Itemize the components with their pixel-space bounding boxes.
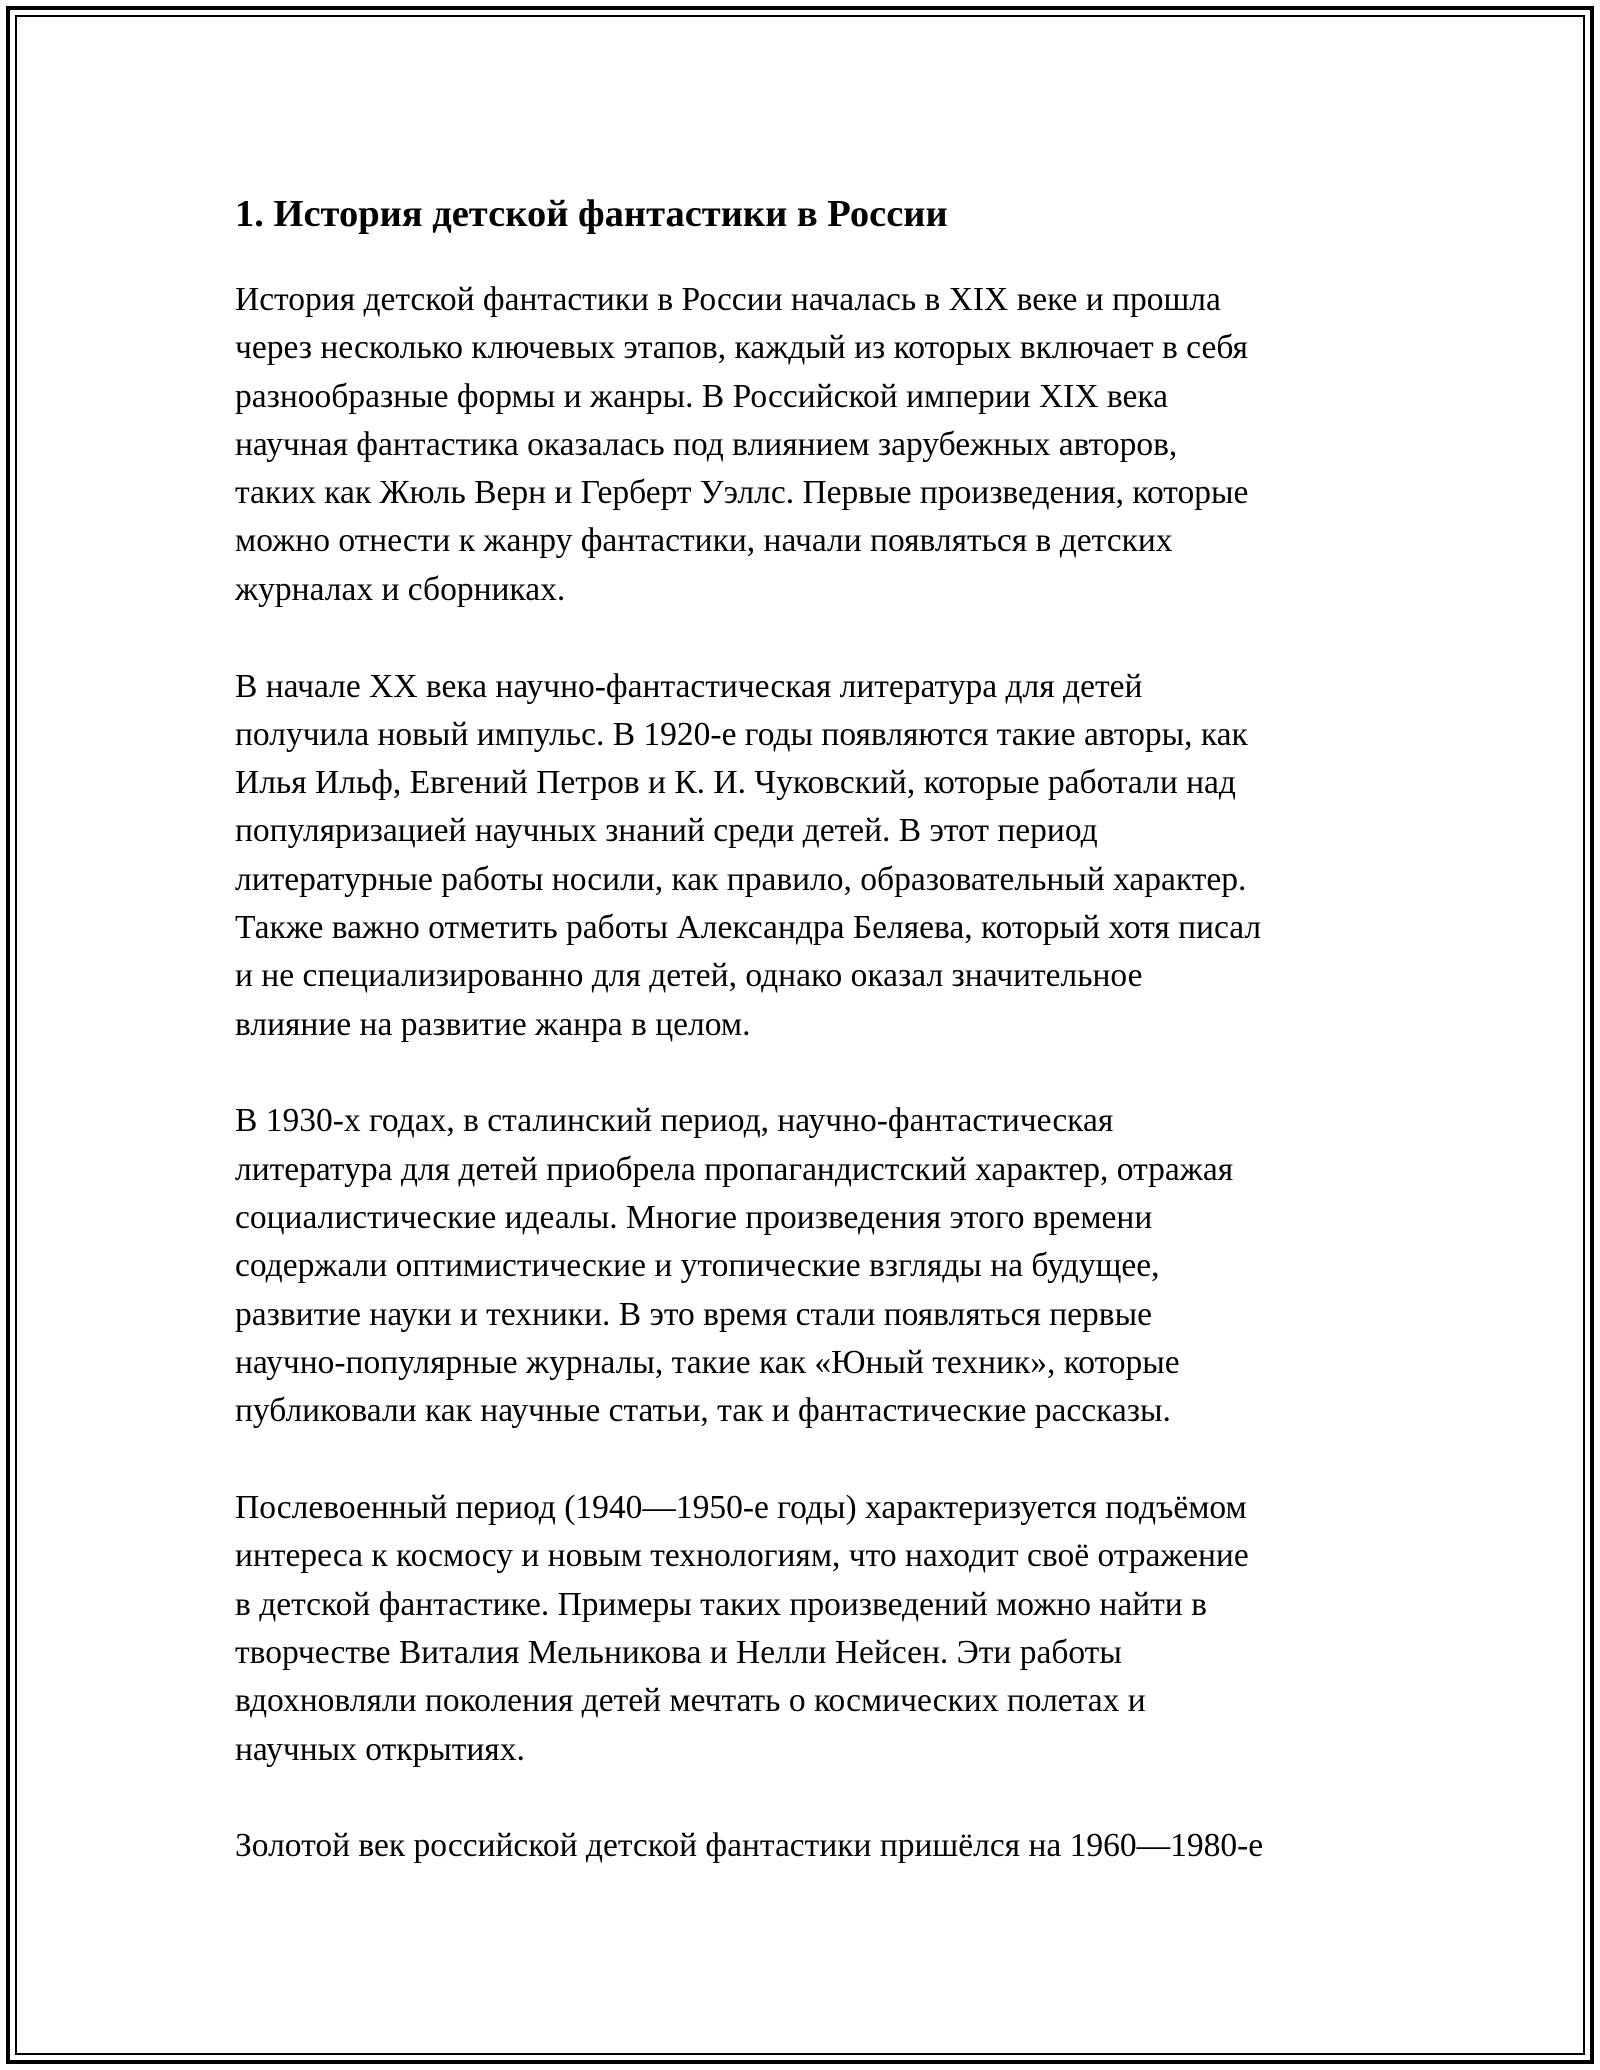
section-heading: 1. История детской фантастики в России: [235, 193, 948, 235]
paragraph-4: Послевоенный период (1940—1950-е годы) характеризуется подъёмом интереса к космосу и новым технологиям, что находит своё отражение в детской фантастике. Примеры таких произведений можно найти в творчестве Виталия Мельникова и Нелли Нейсен. Эти работы вдохновляли поколения детей мечтать о космических полетах и научных открытиях.: [235, 1489, 1249, 1768]
paragraph-5: Золотой век российской детской фантастики пришёлся на 1960—1980-е: [235, 1827, 1264, 1865]
paragraph-2: В начале XX века научно-фантастическая литература для детей получила новый импульс. В 1920-е годы появляются такие авторы, как Илья Ильф, Евгений Петров и К. И. Чуковский, которые работали над популяризацией научных знаний среди детей. В этот период литературные работы носили, как правило, образовательный характер. Также важно отметить работы Александра Беляева, который хотя писал и не специализированно для детей, однако оказал значительное влияние на развитие жанра в целом.: [235, 667, 1262, 1043]
document-body: [235, 186, 1375, 1871]
paragraph-1: История детской фантастики в России началась в XIX веке и прошла через несколько ключевых этапов, каждый из которых включает в себя разнообразные формы и жанры. В Российской империи XIX века научная фантастика оказалась под влиянием зарубежных авторов, таких как Жюль Верн и Герберт Уэллс. Первые произведения, которые можно отнести к жанру фантастики, начали появляться в детских журналах и сборниках.: [235, 281, 1249, 608]
paragraph-3: В 1930-х годах, в сталинский период, научно-фантастическая литература для детей приобрела пропагандистский характер, отражая социалистические идеалы. Многие произведения этого времени содержали оптимистические и утопические взгляды на будущее, развитие науки и техники. В это время стали появляться первые научно-популярные журналы, такие как «Юный техник», которые публиковали как научные статьи, так и фантастические рассказы.: [235, 1102, 1234, 1430]
